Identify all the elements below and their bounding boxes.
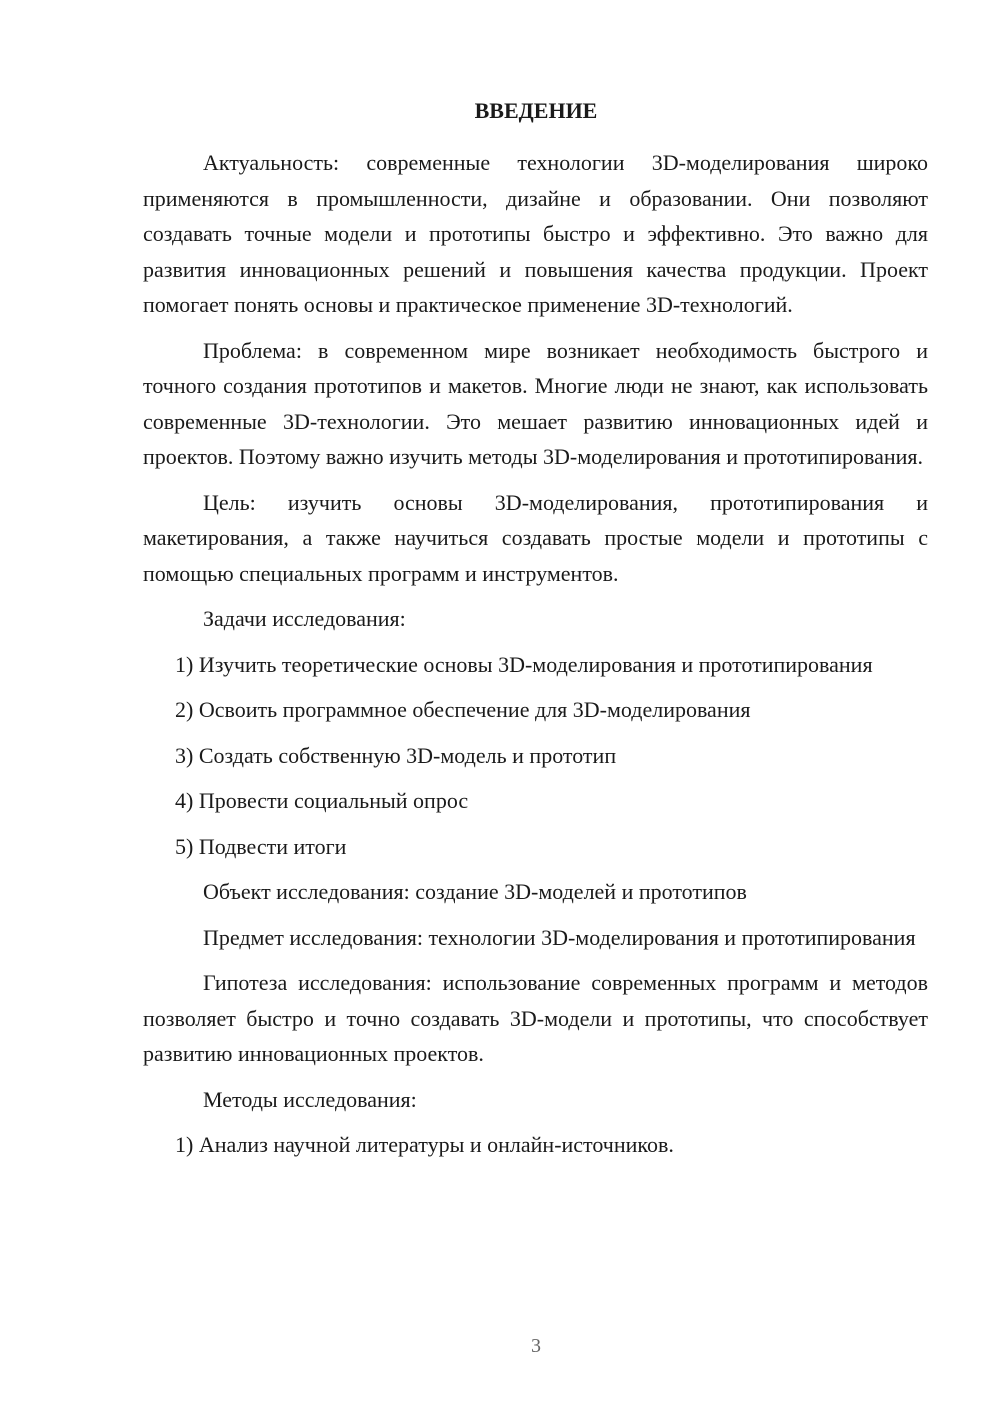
page-number: 3 — [531, 1335, 541, 1357]
task-item-2: 2) Освоить программное обеспечение для 3D-моделирования — [175, 697, 751, 722]
task-item-5: 5) Подвести итоги — [175, 833, 347, 859]
task-item-1: 1) Изучить теоретические основы 3D-моделирования и прототипирования — [175, 651, 873, 677]
paragraph-subject: Предмет исследования: технологии 3D-моделирования и прототипирования — [203, 924, 916, 950]
paragraph-goal: Цель: изучить основы 3D-моделирования, прототипирования и макетирования, а также научиться создавать простые модели и прототипы с помощью специальных программ и инструментов. — [143, 489, 928, 586]
task-item-3: 3) Создать собственную 3D-модель и прототип — [175, 742, 617, 768]
tasks-title: Задачи исследования: — [203, 606, 406, 631]
paragraph-relevance: Актуальность: современные технологии 3D-моделирования широко применяются в промышленности, дизайне и образовании. Они позволяют создавать точные модели и прототипы быстро и эффективно. Это важно для развития инновационных решений и повышения качества продукции. Проект помогает понять основы и практическое применение 3D-технологий. — [143, 150, 928, 317]
paragraph-object: Объект исследования: создание 3D-моделей и прототипов — [203, 879, 747, 904]
task-item-4: 4) Провести социальный опрос — [175, 788, 469, 813]
document-body — [143, 145, 928, 1163]
paragraph-hypothesis: Гипотеза исследования: использование современных программ и методов позволяет быстро и точно создавать 3D-модели и прототипы, что способствует развитию инновационных проектов. — [143, 970, 928, 1066]
method-item-1: 1) Анализ научной литературы и онлайн-источников. — [175, 1132, 674, 1157]
section-heading: ВВЕДЕНИЕ — [474, 98, 598, 123]
methods-title: Методы исследования: — [203, 1086, 417, 1112]
paragraph-problem: Проблема: в современном мире возникает необходимость быстрого и точного создания прототипов и макетов. Многие люди не знают, как использовать современные 3D-технологии. Это мешает развитию инновационных идей и проектов. Поэтому важно изучить методы 3D-моделирования и прототипирования. — [143, 337, 928, 469]
